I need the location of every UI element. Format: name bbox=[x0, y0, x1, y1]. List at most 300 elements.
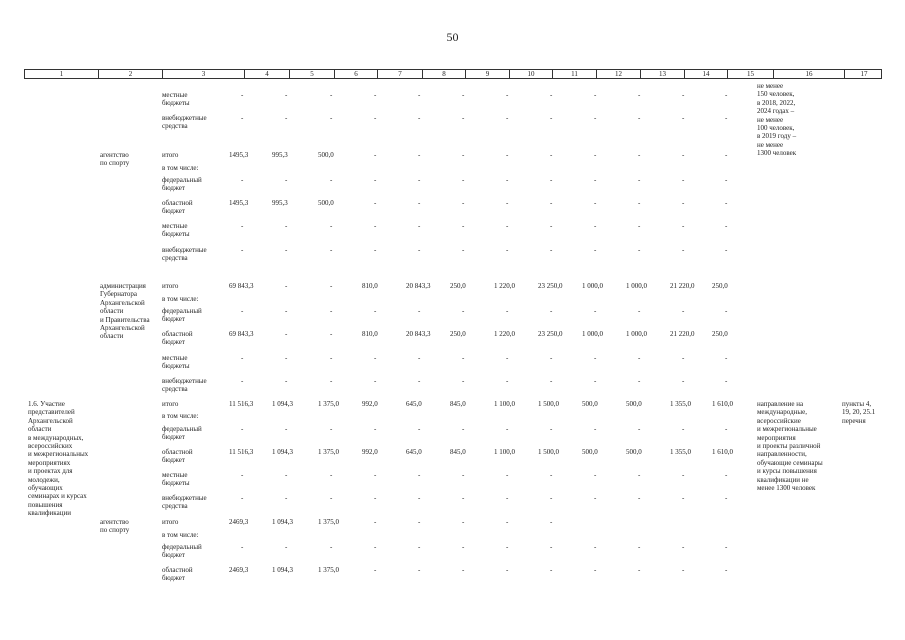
empty-cell: - bbox=[330, 91, 333, 99]
empty-cell: - bbox=[462, 222, 465, 230]
row-label-total: итого bbox=[162, 400, 179, 408]
empty-cell: - bbox=[638, 307, 641, 315]
empty-cell: - bbox=[638, 566, 641, 574]
row-label-local: местные bbox=[162, 222, 188, 230]
empty-cell: - bbox=[550, 354, 553, 362]
empty-cell: - bbox=[330, 176, 333, 184]
column-header-13: 13 bbox=[641, 70, 685, 78]
empty-cell: - bbox=[418, 377, 421, 385]
value-cell: 20 843,3 bbox=[406, 330, 431, 338]
empty-cell: - bbox=[462, 425, 465, 433]
empty-cell: - bbox=[506, 471, 509, 479]
empty-cell: - bbox=[550, 425, 553, 433]
empty-cell: - bbox=[285, 377, 288, 385]
empty-cell: - bbox=[506, 307, 509, 315]
col16-text: 1300 человек bbox=[757, 149, 797, 158]
empty-cell: - bbox=[374, 543, 377, 551]
row-label-including: в том числе: bbox=[162, 295, 199, 303]
row-label-extrabudget: средства bbox=[162, 122, 188, 131]
empty-cell: - bbox=[418, 471, 421, 479]
empty-cell: - bbox=[550, 246, 553, 254]
empty-cell: - bbox=[594, 114, 597, 122]
empty-cell: - bbox=[725, 222, 728, 230]
empty-cell: - bbox=[682, 377, 685, 385]
empty-cell: - bbox=[725, 151, 728, 159]
column-header-7: 7 bbox=[378, 70, 423, 78]
empty-cell: - bbox=[638, 246, 641, 254]
executor-administration: Губернатора bbox=[100, 290, 138, 299]
empty-cell: - bbox=[241, 494, 244, 502]
item-1-6-result: международные, bbox=[757, 408, 807, 417]
empty-cell: - bbox=[374, 566, 377, 574]
empty-cell: - bbox=[638, 471, 641, 479]
value-cell: 500,0 bbox=[626, 400, 642, 408]
empty-cell: - bbox=[506, 377, 509, 385]
empty-cell: - bbox=[594, 471, 597, 479]
value-cell: 1 355,0 bbox=[670, 400, 691, 408]
executor-administration: области bbox=[100, 307, 124, 316]
item-1-6-result: обучающие семинары bbox=[757, 458, 823, 467]
value-cell: 645,0 bbox=[406, 400, 422, 408]
empty-cell: - bbox=[418, 566, 421, 574]
row-label-regional: бюджет bbox=[162, 456, 185, 465]
value-cell: 1 100,0 bbox=[494, 400, 515, 408]
column-header-8: 8 bbox=[423, 70, 466, 78]
value-cell: 250,0 bbox=[450, 282, 466, 290]
executor-administration: и Правительства bbox=[100, 315, 150, 324]
row-label-federal: бюджет bbox=[162, 433, 185, 442]
item-1-6-title: всероссийских bbox=[28, 442, 73, 450]
empty-cell: - bbox=[682, 354, 685, 362]
empty-cell: - bbox=[594, 377, 597, 385]
column-header-6: 6 bbox=[335, 70, 378, 78]
empty-cell: - bbox=[725, 246, 728, 254]
empty-cell: - bbox=[241, 471, 244, 479]
row-label-federal: федеральный bbox=[162, 176, 202, 184]
empty-cell: - bbox=[462, 199, 465, 207]
value-cell: 1 100,0 bbox=[494, 448, 515, 456]
empty-cell: - bbox=[241, 354, 244, 362]
empty-cell: - bbox=[418, 543, 421, 551]
item-1-6-title: квалификации bbox=[28, 509, 71, 518]
col16-text: не менее bbox=[757, 140, 784, 149]
value-cell: 500,0 bbox=[582, 448, 598, 456]
value-cell: 995,3 bbox=[272, 151, 288, 159]
item-1-6-result: всероссийские bbox=[757, 416, 801, 425]
empty-cell: - bbox=[506, 518, 509, 526]
empty-cell: - bbox=[241, 176, 244, 184]
row-label-extrabudget: внебюджетные bbox=[162, 114, 207, 122]
row-label-extrabudget: средства bbox=[162, 254, 188, 263]
column-header-17: 17 bbox=[860, 70, 868, 78]
item-1-6-result: и курсы повышения bbox=[757, 467, 817, 476]
empty-cell: - bbox=[725, 543, 728, 551]
empty-cell: - bbox=[682, 471, 685, 479]
value-cell: 1 094,3 bbox=[272, 518, 293, 526]
empty-cell: - bbox=[594, 199, 597, 207]
empty-cell: - bbox=[285, 222, 288, 230]
column-header-11: 11 bbox=[553, 70, 597, 78]
empty-cell: - bbox=[725, 176, 728, 184]
empty-cell: - bbox=[285, 114, 288, 122]
empty-cell: - bbox=[682, 425, 685, 433]
executor-administration: области bbox=[100, 332, 124, 341]
empty-cell: - bbox=[725, 566, 728, 574]
empty-cell: - bbox=[594, 494, 597, 502]
item-1-6-title: мероприятиях bbox=[28, 458, 71, 467]
empty-cell: - bbox=[594, 151, 597, 159]
item-1-6-reference: 19, 20, 25.1 bbox=[842, 408, 876, 417]
empty-cell: - bbox=[330, 471, 333, 479]
empty-cell: - bbox=[241, 91, 244, 99]
row-label-including: в том числе: bbox=[162, 412, 199, 420]
empty-cell: - bbox=[330, 377, 333, 385]
empty-cell: - bbox=[506, 151, 509, 159]
value-cell: 2469,3 bbox=[229, 566, 249, 574]
item-1-6-title: представителей bbox=[28, 408, 75, 417]
empty-cell: - bbox=[682, 494, 685, 502]
column-header-14: 14 bbox=[685, 70, 728, 78]
row-label-regional: бюджет bbox=[162, 207, 185, 216]
value-cell: 69 843,3 bbox=[229, 330, 254, 338]
empty-cell: - bbox=[285, 307, 288, 315]
empty-cell: - bbox=[550, 518, 553, 526]
item-1-6-title: Архангельской bbox=[28, 416, 73, 425]
item-1-6-title: области bbox=[28, 425, 52, 434]
empty-cell: - bbox=[462, 543, 465, 551]
value-cell: 1 355,0 bbox=[670, 448, 691, 456]
empty-cell: - bbox=[285, 425, 288, 433]
value-cell: 1495,3 bbox=[229, 199, 249, 207]
empty-cell: - bbox=[682, 246, 685, 254]
item-1-6-title: семинарах и курсах bbox=[28, 492, 87, 501]
empty-cell: - bbox=[374, 425, 377, 433]
item-1-6-title: 1.6. Участие bbox=[28, 400, 65, 408]
empty-cell: - bbox=[682, 151, 685, 159]
row-label-extrabudget: средства bbox=[162, 385, 188, 394]
column-header-9: 9 bbox=[466, 70, 510, 78]
empty-cell: - bbox=[462, 566, 465, 574]
value-cell: 1 220,0 bbox=[494, 282, 515, 290]
empty-cell: - bbox=[330, 222, 333, 230]
value-cell: 21 220,0 bbox=[670, 282, 695, 290]
row-label-federal: федеральный bbox=[162, 425, 202, 433]
row-label-local: местные bbox=[162, 471, 188, 479]
empty-cell: - bbox=[506, 566, 509, 574]
item-1-6-reference: перечня bbox=[842, 416, 866, 425]
empty-cell: - bbox=[462, 471, 465, 479]
empty-cell: - bbox=[550, 222, 553, 230]
value-cell: 645,0 bbox=[406, 448, 422, 456]
col16-text: не менее bbox=[757, 115, 784, 124]
row-label-local: местные bbox=[162, 354, 188, 362]
row-label-federal: бюджет bbox=[162, 551, 185, 560]
value-cell: - bbox=[285, 330, 288, 338]
empty-cell: - bbox=[418, 494, 421, 502]
row-label-regional: областной bbox=[162, 199, 193, 207]
empty-cell: - bbox=[638, 114, 641, 122]
item-1-6-title: и проектах для bbox=[28, 467, 73, 476]
row-label-total: итого bbox=[162, 282, 179, 290]
empty-cell: - bbox=[374, 307, 377, 315]
empty-cell: - bbox=[418, 114, 421, 122]
empty-cell: - bbox=[418, 354, 421, 362]
empty-cell: - bbox=[594, 246, 597, 254]
empty-cell: - bbox=[550, 494, 553, 502]
row-label-local: бюджеты bbox=[162, 362, 190, 371]
empty-cell: - bbox=[462, 354, 465, 362]
column-header-10: 10 bbox=[510, 70, 553, 78]
empty-cell: - bbox=[638, 494, 641, 502]
empty-cell: - bbox=[418, 91, 421, 99]
empty-cell: - bbox=[725, 494, 728, 502]
empty-cell: - bbox=[285, 471, 288, 479]
row-label-local: бюджеты bbox=[162, 230, 190, 239]
empty-cell: - bbox=[374, 114, 377, 122]
empty-cell: - bbox=[682, 566, 685, 574]
empty-cell: - bbox=[241, 543, 244, 551]
empty-cell: - bbox=[594, 354, 597, 362]
value-cell: 2469,3 bbox=[229, 518, 249, 526]
empty-cell: - bbox=[725, 471, 728, 479]
empty-cell: - bbox=[682, 114, 685, 122]
column-header-1: 1 bbox=[25, 70, 99, 78]
empty-cell: - bbox=[682, 91, 685, 99]
empty-cell: - bbox=[374, 91, 377, 99]
empty-cell: - bbox=[682, 176, 685, 184]
item-1-6-result: и межрегиональные bbox=[757, 425, 817, 434]
empty-cell: - bbox=[682, 222, 685, 230]
empty-cell: - bbox=[462, 494, 465, 502]
empty-cell: - bbox=[725, 114, 728, 122]
empty-cell: - bbox=[462, 518, 465, 526]
row-label-federal: федеральный bbox=[162, 543, 202, 551]
empty-cell: - bbox=[638, 222, 641, 230]
empty-cell: - bbox=[594, 91, 597, 99]
value-cell: 500,0 bbox=[582, 400, 598, 408]
value-cell: 992,0 bbox=[362, 448, 378, 456]
col16-text: 150 человек, bbox=[757, 90, 795, 99]
empty-cell: - bbox=[550, 91, 553, 99]
empty-cell: - bbox=[241, 307, 244, 315]
value-cell: 500,0 bbox=[318, 199, 334, 207]
row-label-federal: бюджет bbox=[162, 315, 185, 324]
empty-cell: - bbox=[550, 566, 553, 574]
empty-cell: - bbox=[550, 151, 553, 159]
empty-cell: - bbox=[594, 543, 597, 551]
column-header-2: 2 bbox=[99, 70, 163, 78]
empty-cell: - bbox=[330, 114, 333, 122]
empty-cell: - bbox=[418, 222, 421, 230]
item-1-6-result: квалификации не bbox=[757, 475, 809, 484]
value-cell: 69 843,3 bbox=[229, 282, 254, 290]
item-1-6-result: направленности, bbox=[757, 450, 807, 459]
empty-cell: - bbox=[462, 91, 465, 99]
value-cell: 1 000,0 bbox=[582, 330, 603, 338]
empty-cell: - bbox=[374, 176, 377, 184]
value-cell: 1 000,0 bbox=[582, 282, 603, 290]
column-header-row bbox=[24, 69, 882, 79]
empty-cell: - bbox=[285, 91, 288, 99]
item-1-6-result: менее 1300 человек bbox=[757, 484, 816, 492]
value-cell: 1 000,0 bbox=[626, 330, 647, 338]
empty-cell: - bbox=[550, 114, 553, 122]
empty-cell: - bbox=[506, 199, 509, 207]
row-label-total: итого bbox=[162, 151, 179, 159]
empty-cell: - bbox=[462, 307, 465, 315]
row-label-extrabudget: внебюджетные bbox=[162, 246, 207, 254]
row-label-extrabudget: внебюджетные bbox=[162, 377, 207, 385]
row-label-extrabudget: средства bbox=[162, 502, 188, 511]
value-cell: 1495,3 bbox=[229, 151, 249, 159]
value-cell: 992,0 bbox=[362, 400, 378, 408]
empty-cell: - bbox=[594, 176, 597, 184]
empty-cell: - bbox=[285, 494, 288, 502]
empty-cell: - bbox=[241, 114, 244, 122]
item-1-6-title: в международных, bbox=[28, 433, 84, 442]
value-cell: 250,0 bbox=[450, 330, 466, 338]
empty-cell: - bbox=[330, 354, 333, 362]
empty-cell: - bbox=[506, 222, 509, 230]
empty-cell: - bbox=[462, 151, 465, 159]
value-cell: 500,0 bbox=[318, 151, 334, 159]
empty-cell: - bbox=[374, 354, 377, 362]
value-cell: 1 375,0 bbox=[318, 518, 339, 526]
empty-cell: - bbox=[241, 246, 244, 254]
empty-cell: - bbox=[682, 199, 685, 207]
row-label-local: бюджеты bbox=[162, 479, 190, 488]
empty-cell: - bbox=[374, 199, 377, 207]
column-header-5: 5 bbox=[290, 70, 335, 78]
column-header-16: 16 bbox=[774, 70, 845, 78]
value-cell: 500,0 bbox=[626, 448, 642, 456]
empty-cell: - bbox=[418, 307, 421, 315]
empty-cell: - bbox=[330, 425, 333, 433]
row-label-regional: бюджет bbox=[162, 338, 185, 347]
item-1-6-reference: пункты 4, bbox=[842, 400, 872, 408]
item-1-6-result: и проекты различной bbox=[757, 442, 821, 450]
column-header-15: 15 bbox=[728, 70, 774, 78]
item-1-6-result: мероприятия bbox=[757, 433, 796, 442]
executor-agency-sport: по спорту bbox=[100, 159, 130, 168]
value-cell: 20 843,3 bbox=[406, 282, 431, 290]
col16-text: в 2019 году – bbox=[757, 132, 797, 141]
empty-cell: - bbox=[462, 114, 465, 122]
empty-cell: - bbox=[241, 377, 244, 385]
empty-cell: - bbox=[374, 494, 377, 502]
empty-cell: - bbox=[506, 494, 509, 502]
col16-text: 100 человек, bbox=[757, 124, 795, 132]
empty-cell: - bbox=[330, 543, 333, 551]
value-cell: 1 375,0 bbox=[318, 400, 339, 408]
value-cell: 845,0 bbox=[450, 400, 466, 408]
value-cell: 250,0 bbox=[712, 330, 728, 338]
value-cell: - bbox=[330, 282, 333, 290]
value-cell: 995,3 bbox=[272, 199, 288, 207]
row-label-regional: областной bbox=[162, 448, 193, 456]
empty-cell: - bbox=[330, 494, 333, 502]
value-cell: 845,0 bbox=[450, 448, 466, 456]
empty-cell: - bbox=[725, 199, 728, 207]
empty-cell: - bbox=[418, 151, 421, 159]
empty-cell: - bbox=[374, 151, 377, 159]
row-label-local: местные bbox=[162, 91, 188, 99]
empty-cell: - bbox=[374, 518, 377, 526]
value-cell: 1 094,3 bbox=[272, 448, 293, 456]
value-cell: 1 375,0 bbox=[318, 448, 339, 456]
row-label-regional: бюджет bbox=[162, 574, 185, 583]
value-cell: 21 220,0 bbox=[670, 330, 695, 338]
empty-cell: - bbox=[638, 425, 641, 433]
empty-cell: - bbox=[638, 91, 641, 99]
empty-cell: - bbox=[506, 176, 509, 184]
empty-cell: - bbox=[594, 425, 597, 433]
empty-cell: - bbox=[638, 377, 641, 385]
empty-cell: - bbox=[638, 176, 641, 184]
empty-cell: - bbox=[725, 91, 728, 99]
empty-cell: - bbox=[725, 377, 728, 385]
empty-cell: - bbox=[374, 377, 377, 385]
empty-cell: - bbox=[285, 354, 288, 362]
empty-cell: - bbox=[285, 246, 288, 254]
item-1-6-title: обучающих bbox=[28, 484, 63, 492]
empty-cell: - bbox=[330, 246, 333, 254]
value-cell: - bbox=[330, 330, 333, 338]
value-cell: 23 250,0 bbox=[538, 282, 563, 290]
empty-cell: - bbox=[638, 354, 641, 362]
empty-cell: - bbox=[418, 176, 421, 184]
empty-cell: - bbox=[374, 471, 377, 479]
empty-cell: - bbox=[550, 377, 553, 385]
empty-cell: - bbox=[506, 543, 509, 551]
value-cell: 1 610,0 bbox=[712, 448, 733, 456]
empty-cell: - bbox=[506, 425, 509, 433]
empty-cell: - bbox=[506, 354, 509, 362]
col16-text: не менее bbox=[757, 82, 784, 90]
column-header-3: 3 bbox=[163, 70, 245, 78]
item-1-6-title: и межрегиональных bbox=[28, 450, 89, 459]
empty-cell: - bbox=[550, 543, 553, 551]
empty-cell: - bbox=[374, 222, 377, 230]
empty-cell: - bbox=[550, 199, 553, 207]
executor-administration: администрация bbox=[100, 282, 146, 290]
col16-text: в 2018, 2022, bbox=[757, 98, 796, 107]
empty-cell: - bbox=[285, 543, 288, 551]
value-cell: 11 516,3 bbox=[229, 448, 254, 456]
executor-administration: Архангельской bbox=[100, 298, 145, 307]
value-cell: - bbox=[285, 282, 288, 290]
value-cell: 1 500,0 bbox=[538, 448, 559, 456]
value-cell: 1 500,0 bbox=[538, 400, 559, 408]
value-cell: 1 610,0 bbox=[712, 400, 733, 408]
value-cell: 810,0 bbox=[362, 282, 378, 290]
empty-cell: - bbox=[462, 176, 465, 184]
value-cell: 1 094,3 bbox=[272, 400, 293, 408]
empty-cell: - bbox=[594, 307, 597, 315]
row-label-including: в том числе: bbox=[162, 531, 199, 539]
empty-cell: - bbox=[241, 222, 244, 230]
value-cell: 1 094,3 bbox=[272, 566, 293, 574]
empty-cell: - bbox=[506, 91, 509, 99]
page-number: 50 bbox=[446, 30, 459, 44]
empty-cell: - bbox=[550, 176, 553, 184]
executor-agency-sport: агентство bbox=[100, 151, 129, 159]
item-1-6-title: повышения bbox=[28, 500, 63, 509]
empty-cell: - bbox=[682, 307, 685, 315]
value-cell: 23 250,0 bbox=[538, 330, 563, 338]
row-label-extrabudget: внебюджетные bbox=[162, 494, 207, 502]
column-header-4: 4 bbox=[245, 70, 290, 78]
